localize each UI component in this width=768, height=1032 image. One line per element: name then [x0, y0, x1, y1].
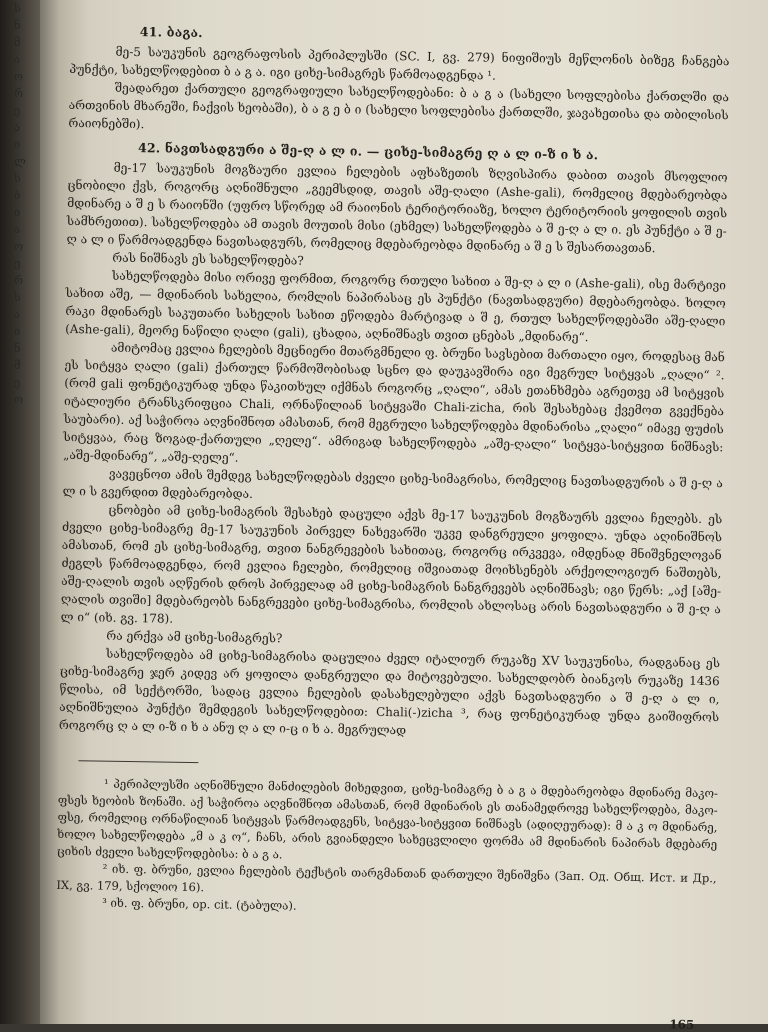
paragraph: მე-17 საუკუნის მოგზაური ევლია ჩელების აფხაზეთის ზღვისპირა დაბით თავის მსოფლიო ცნობილი ქვს, როგორც აღნიშნული „გეემსდიდ, თავის აშე-ღალი (Ashe-gali), რომელიც მდებარეობდა მდინარე ა შ ე ს რაიონში (უფრო სწორედ ამ რაიონის ტერიტორიაზე, ხოლო ტერიტორიის ყოფილის თვის სამხრეთით). სახელწოდება ამ თავის მოუთის მისი (ეხმელ) სახელწოდება ა შ ე-ღ ა ლ ი. ეს პუნქტი ა შ ე-ღ ა ლ ი წარმოადგენდა ნავთსადგურს, რომელიც მდებარეობდა მდინარე ა შ ე ს შესართავთან.	[66, 160, 728, 256]
paragraph: სახელწოდება ამ ციხე-სიმაგრისა დაცულია ძველ იტალიურ რუკაზე XV საუკუნისა, რადგანაც ეს ციხე-სიმაგრე ჯერ კიდევ არ ყოფილა დანგრეული და მიტოვებული. სახელდობრ ბიანკოს რუკაზე 1436 წლისა, იმ სექტორში, სადაც ევლია ჩელების დასახელებული აქვს ნავთსადგური ა შ ე-ღ ა ლ ი, აღნიშნულია პუნქტი შემდეგის სახელწოდებით: Chali(-)zicha ³, რაც ფონეტიკურად უნდა გაიშიფროს როგორც ღ ა ლ ი-ზ ი ხ ა ანუ ღ ა ლ ი-ც ი ხ ა. მეგრულად	[58, 646, 721, 738]
section-42	[59, 138, 728, 744]
facing-page-text-fragments: ს ნ მ ა ო რ ე ა ი ლ ს ბ ი ა ო ე რ ს ა ი ნ მ ე ო	[14, 2, 26, 406]
section-title: 41. ბაგა.	[139, 24, 203, 41]
page-number: 165	[669, 1017, 695, 1032]
section-41	[68, 22, 730, 142]
section-title: 42. ნავთსადგური ა შე-ღ ა ლ ი. — ციხე-სიმაგრე ღ ა ლ ი-ზ ი ხ ა.	[137, 140, 599, 163]
footnotes	[56, 775, 718, 921]
paragraph: მე-5 საუკუნის გეოგრაფოსის პერიპლუსში (SC. I, გვ. 279) ნიფიშიუს მეწლონის ბიზეგ ჩანგება პუნქტი, სახელწოდებით ბ ა გ ა. იგი ციხე-სიმაგრეს წარმოადგენდა ¹.	[69, 44, 730, 83]
book-page	[54, 22, 730, 1032]
paragraph: რა ერქვა ამ ციხე-სიმაგრეს?	[106, 628, 283, 646]
footnote: ² იხ. ფ. ბრუნი, ევლია ჩელების ტექსტის თარგმანთან დართული შენიშვნა (Зап. Од. Общ. Ист. и Др., IX, გვ. 179, სქოლიო 16).	[56, 861, 717, 895]
footnote: ¹ პერიპლუსში აღნიშნული მანძილების მიხედვით, ციხე-სიმაგრე ბ ა გ ა მდებარეობდა მდინარე მაკო-ფსეს ხეობის ზონაში. აქ საჭიროა აღვნიშნოთ ამასთან, რომ მდინარის ეს თანამედროვე სახელწოდება, მაკო-ფსე, რომელიც ორნაწილიან სიტყვას წარმოადგენს, სიტყვა-სიტყვით ნიშნავს (ადიღეურად): მ ა კ ო მდინარე, ხოლო სახელწოდება „მ ა კ ო“, ჩანს, არის გვიანდელი სახეცვლილი ფორმა ამ მდინარის ნაპირას მდებარე ციხის ძველი სახელწოდებისა: ბ ა გ ა.	[56, 776, 719, 862]
paragraph: რას ნიშნავს ეს სახელწოდება?	[112, 250, 304, 268]
footnote: ³ იხ. ფ. ბრუნი, op. cit. (ტაბულა).	[102, 895, 297, 913]
paragraph: ამიტომაც ევლია ჩელების მეცნიერი მთარგმნელი ფ. ბრუნი სავსებით მართალი იყო, როდესაც მან ეს სიტყვა ღალი (gali) ქართულ წარმოშობისად სცნო და დაუკავშირა იგი მეგრულ სიტყვას „ღალი“ ². (რომ gali ფონეტიკურად უნდა წაკითხულ იქმნას როგორც „ღალი“, ამას ეთანხმება აგრეთვე ამ სიტყვის იტალიური ტრანსკრიფცია Chali, ორნაწილიან სიტყვაში Chali-zicha, რის შესახებაც ქვემოთ გვექნება საუბარი). აქ საჭიროა აღვნიშნოთ ამასთან, რომ მეგრული სახელწოდება მდინარისა „ღალი“ იმავე ფუძის სიტყვაა, რაც ზოგად-ქართული „ღელე“. ამრიგად სახელწოდება „აშე-ღალი“ სიტყვა-სიტყვით ნიშნავს: „აშე-მდინარე“, „აშე-ღელე“.	[63, 340, 725, 465]
footnote-divider	[78, 760, 198, 763]
paragraph: ვავეცნოთ ამის შემდეგ სახელწოდებას ძველი ციხე-სიმაგრისა, რომელიც ნავთსადგურის ა შ ე-ღ ა ლ ი ს გვერდით მდებარეობდა.	[62, 466, 723, 501]
paragraph: ცნობები ამ ციხე-სიმაგრის შესახებ დაცული აქვს მე-17 საუკუნის მოგზაურს ევლია ჩელებს. ეს ძველი ციხე-სიმაგრე მე-17 საუკუნის პირველ ნახევარში უკვე დანგრეული ყოფილა. უნდა აღინიშნოს ამასთან, რომ ეს ციხე-სიმაგრე, თვით ნანგრევების სახითაც, როგორც ირკვევა, იმდენად მნიშვნელოვან ძეგლს წარმოადგენდა, რომ ევლია ჩელები, რომელიც იშვიათად მოიხსენებს არქეოლოგიურ ნაშთებს, აშე-ღალის თვის აღწერის დროს პირველად ამ ციხე-სიმაგრის ნანგრევებს აღნიშნავს; იგი წერს: „აქ [აშე-ღალის თვიში] მდებარეობს ნანგრევები ციხე-სიმაგრისა, რომლის ახლოსაც არის ნავთსადგური ა შ ე-ღ ა ლ ი“ (იხ. გვ. 178).	[60, 502, 723, 626]
facing-page-edge	[0, 0, 40, 1024]
paragraph: შეადარეთ ქართული გეოგრაფიული სახელწოდებანი: ბ ა გ ა (სახელი სოფლებისა ქართლში და ართვინის მხარეში, ჩაქვის ხეობაში), ბ ა გ ე ბ ი (სახელი სოფლებისა ქართლში, ჯავახეთისა და თბილისის რაიონებში).	[68, 80, 730, 132]
paragraph: სახელწოდება მისი ორივე ფორმით, როგორც რთული სახით ა შე-ღ ა ლ ი (Ashe-gali), ისე მარტივი სახით აშე, — მდინარის სახელია, რომლის ნაპირასაც ეს პუნქტი (ნავთსადგური) მდებარეობდა. ხოლო რაკი მდინარეს საკუთარი სახელის სახით ეწოდება მარტივად ა შ ე, რთულ სახელწოდებაში აშე-ღალი (Ashe-gali), მეორე ნაწილი ღალი (gali), ცხადია, აღნიშნავს თვით ცნებას „მდინარე“.	[65, 268, 727, 345]
